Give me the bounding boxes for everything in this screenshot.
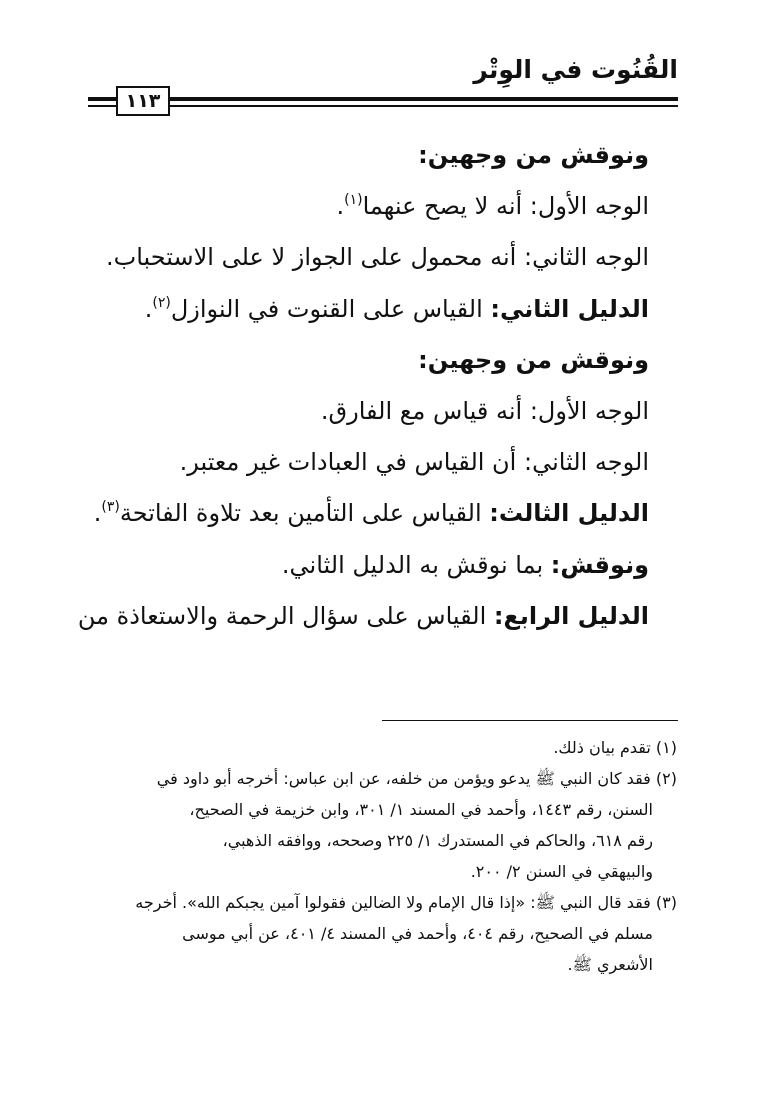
body-line [89,130,649,181]
body-line [89,232,649,283]
page-header [88,55,678,125]
footnote-line: مسلم في الصحيح، رقم ٤٠٤، وأحمد في المسند ٤/ ٤٠١، عن أبي موسى [182,924,653,943]
footnote-line: رقم ٦١٨، والحاكم في المستدرك ١/ ٢٢٥ وصححه، ووافقه الذهبي، [222,831,653,850]
body-line-lead: ونوقش من وجهين: [418,345,649,374]
body-line-end: . [144,294,153,323]
body-line [89,488,649,539]
body-line [89,284,649,335]
body-line-text: القياس على سؤال الرحمة والاستعاذة من [77,601,494,630]
footnote-line: (٢) فقد كان النبي ﷺ يدعو ويؤمن من خلفه، عن ابن عباس: أخرجه أبو داود في [156,769,677,788]
header-rule-thin [88,105,678,107]
footnote-ref: (١) [344,192,363,209]
footnote-ref: (٣) [101,499,120,516]
footnote-line: والبيهقي في السنن ٢/ ٢٠٠. [470,862,653,881]
body-line-lead: الدليل الثالث: [489,499,649,528]
footnote-line: الأشعري ﷺ. [567,955,653,974]
header-rule-thick [88,97,678,101]
body-line [89,181,649,232]
body-line-text: الوجه الثاني: أن القياس في العبادات غير معتبر. [179,448,649,477]
body-line [89,335,649,386]
body-line [89,437,649,488]
footnote-separator [382,720,678,721]
body-line-text: القياس على القنوت في النوازل [170,294,491,323]
running-title: القُنُوت في الوِتْر [473,55,678,84]
body-line-lead: ونوقش: [550,550,649,579]
page-number: ١١٣ [116,86,170,116]
body-text [77,130,649,642]
footnote-line: السنن، رقم ١٤٤٣، وأحمد في المسند ١/ ٣٠١، وابن خزيمة في الصحيح، [189,800,653,819]
body-line-text: الوجه الأول: أنه لا يصح عنهما [362,192,649,221]
body-line-text: الوجه الأول: أنه قياس مع الفارق. [320,396,649,425]
body-line-end: . [93,499,102,528]
body-line-text: الوجه الثاني: أنه محمول على الجواز لا على الاستحباب. [105,243,649,272]
body-line-end: . [336,192,345,221]
body-line-text: القياس على التأمين بعد تلاوة الفاتحة [119,499,490,528]
body-line-lead: ونوقش من وجهين: [418,141,649,169]
footnotes [77,732,677,980]
body-line [89,386,649,437]
body-line-text: بما نوقش به الدليل الثاني. [281,550,551,579]
footnote-ref: (٢) [152,294,171,311]
body-line-lead: الدليل الرابع: [493,601,649,630]
footnote-line: (٣) فقد قال النبي ﷺ: «إذا قال الإمام ولا الضالين فقولوا آمين يجبكم الله». أخرجه [135,893,677,912]
footnote-line: (١) تقدم بيان ذلك. [553,738,677,757]
body-line-lead: الدليل الثاني: [490,294,649,323]
body-line [77,591,649,642]
body-line [89,540,649,591]
